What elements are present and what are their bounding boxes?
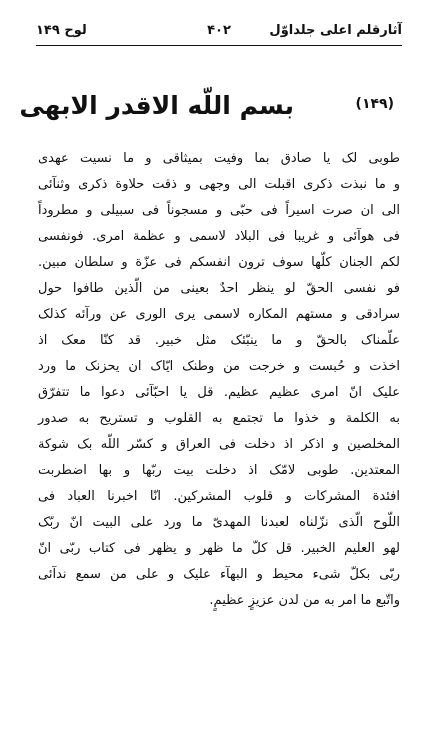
body-line: و ما نبذت ذکری اقبلت الی وجهی و ذقت حلاوة ذکری وثنآئی <box>38 177 400 192</box>
body-line: افئدة المشرکات و قلوب المشرکین. انّا اخبرنا العباد فی <box>38 489 400 504</box>
body-line: المعتدین. طوبی لامّک اذ دخلت بیت ربّها و بها اضطربت <box>38 463 400 478</box>
body-line: طوبی لک یا صادق بما وفیت بمیثاقی و ما نسیت عهدی <box>38 151 400 166</box>
running-head <box>36 20 402 42</box>
body-line: علیک انّ امری عظیم عظیم. قل یا احبّآئی دعوا ما تتفرّق <box>38 385 400 400</box>
body-line: فی هوآئی و غریبا فی البلاد لاسمی و عظمة امری. فونفسی <box>38 229 400 244</box>
header-rule <box>36 45 402 46</box>
section-number: (۱۴۹) <box>355 96 394 112</box>
body-line: الی ان صرت اسیراً فی حبّی و مسجوناً فی سبیلی و مطروداً <box>38 203 400 218</box>
tablet-number: لوح ۱۴۹ <box>36 23 87 38</box>
body-line: اخذت و حُبست و خرجت من وطنک ایّاک ان یحزنک ما ورد <box>38 359 400 374</box>
body-line: فو نفسی الحقّ لو ینظر احدٌ بعینی من الّذین طافوا حول <box>38 281 400 296</box>
book-title: آثارقلم اعلی جلداوّل <box>269 23 402 38</box>
body-line: به الکلمة و خذوا ما تجتمع به القلوب و تستریح به صدور <box>38 411 400 426</box>
body-line: المخلصین و اذکر اذ دخلت فی العراق و کسّر اللّه بک شوکة <box>38 437 400 452</box>
tablet-heading <box>19 86 402 126</box>
body-line: لهو العلیم الخبیر. قل کلّ ما ظهر و یظهر فی کتاب ربّی انّ <box>38 541 400 556</box>
body-text <box>38 146 400 614</box>
page-number: ۴۰۲ <box>207 23 231 38</box>
body-line: لکم الجنان کلّها سوف ترون انفسکم فی عزّة و سلطان مبین. <box>38 255 400 270</box>
invocation-title: بسم اللّه الاقدر الابهی <box>19 91 294 120</box>
body-line: علّمناک بالحقّ و ما ینبّئک مثل خبیر. قد کنّا معک اذ <box>38 333 400 348</box>
body-line: سرادقی و مستهم المکاره لاسمی یری الوری عن ورآئه کذلک <box>38 307 400 322</box>
body-line: اللّوح الّذی نزّلناه لعبدنا المهدیّ ما ورد علی البیت انّ ربّک <box>38 515 400 530</box>
body-line: ربّی بکلّ شیء محیط و البهآء علیک و علی من سمع ندآئی <box>38 567 400 582</box>
body-line: واتّبع ما امر به من لدن عزیزٍ عظیمٍ. <box>209 593 400 608</box>
